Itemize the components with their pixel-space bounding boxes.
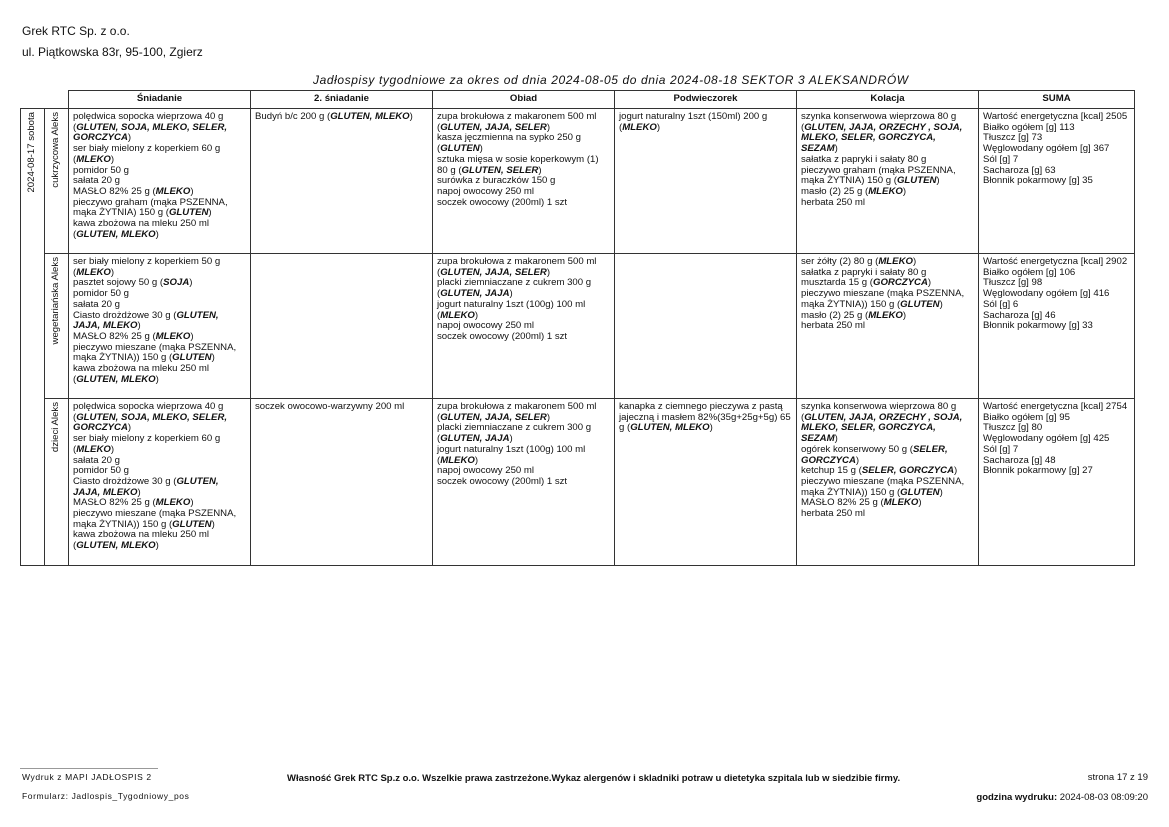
nutrition-line: Tłuszcz [g] 73 bbox=[983, 132, 1043, 144]
dish-text: sałata 20 g bbox=[73, 454, 120, 466]
dish-text-end: ) bbox=[902, 185, 907, 197]
print-timestamp bbox=[976, 792, 1148, 803]
dish-text: sałata 20 g bbox=[73, 298, 120, 310]
dish-item bbox=[73, 112, 246, 144]
dish-text: pieczywo mieszane (mąka PSZENNA, mąka ŻYTNIA)) 150 g ( bbox=[801, 475, 965, 498]
allergen-list: GORCZYCA bbox=[873, 277, 928, 289]
dish-item bbox=[801, 445, 974, 466]
dish-text: jogurt naturalny 1szt (150ml) 200 g ( bbox=[619, 111, 768, 133]
meal-cell-kolacja bbox=[797, 254, 979, 399]
dish-text: ketchup 15 g ( bbox=[801, 465, 862, 477]
dish-text-end: ) bbox=[190, 497, 194, 509]
dish-text: jogurt naturalny 1szt (100g) 100 ml ( bbox=[437, 298, 586, 321]
dish-text: pasztet sojowy 50 g ( bbox=[73, 277, 164, 289]
meal-cell-sniadanie bbox=[69, 254, 251, 399]
dish-text: MASŁO 82% 25 g ( bbox=[73, 497, 156, 509]
dish-text: pieczywo graham (mąka PSZENNA, mąka ŻYTNIA) 150 g ( bbox=[801, 164, 956, 187]
print-time-label: godzina wydruku: bbox=[976, 792, 1058, 803]
nutrition-line: Tłuszcz [g] 98 bbox=[983, 277, 1043, 289]
dish-item bbox=[801, 198, 974, 209]
col-header-2-sniadanie: 2. śniadanie bbox=[251, 91, 433, 109]
dish-text-end: ) bbox=[834, 143, 838, 155]
nutrition-line: Błonnik pokarmowy [g] 27 bbox=[983, 465, 1093, 477]
dish-item bbox=[437, 332, 610, 343]
dish-text-end: ) bbox=[127, 422, 132, 434]
allergen-list: GLUTEN, MLEKO bbox=[76, 373, 156, 385]
dish-item bbox=[73, 311, 246, 332]
dish-text-end: ) bbox=[954, 465, 958, 477]
dish-text-end: ) bbox=[546, 121, 551, 133]
diet-name: cukrzycowa Aleks bbox=[50, 112, 62, 188]
allergen-list: GLUTEN bbox=[440, 143, 480, 155]
nutrition-line: Węglowodany ogółem [g] 367 bbox=[983, 143, 1110, 155]
dish-text: sałatka z papryki i sałaty 80 g bbox=[801, 266, 927, 278]
dish-text-end: ) bbox=[912, 256, 917, 267]
allergen-list: MLEKO bbox=[76, 266, 111, 278]
print-time-value: 2024-08-03 08:09:20 bbox=[1059, 792, 1148, 803]
dish-text: herbata 250 ml bbox=[801, 196, 865, 208]
allergen-list: GLUTEN bbox=[900, 298, 940, 310]
dish-text-end: ) bbox=[509, 433, 513, 445]
nutrition-line: Sacharoza [g] 48 bbox=[983, 454, 1056, 466]
dish-text: Ciasto drożdżowe 30 g ( bbox=[73, 475, 177, 487]
allergen-list: GLUTEN, SOJA, MLEKO, SELER, GORCZYCA bbox=[73, 411, 228, 434]
dish-item bbox=[437, 477, 610, 488]
dish-text-end: ) bbox=[902, 309, 907, 321]
nutrition-line: Białko ogółem [g] 95 bbox=[983, 411, 1070, 423]
nutrition-line: Tłuszcz [g] 80 bbox=[983, 422, 1043, 434]
copyright-notice: Własność Grek RTC Sp.z o.o. Wszelkie prawa zastrzeżone.Wykaz alergenów i skladniki potraw u dietetyka szpitala lub w siedzibie firmy. bbox=[287, 773, 901, 784]
nutrition-line: Węglowodany ogółem [g] 425 bbox=[983, 433, 1110, 445]
dish-text-end: ) bbox=[939, 486, 943, 498]
dish-text: MASŁO 82% 25 g ( bbox=[73, 185, 156, 197]
dish-item bbox=[73, 434, 246, 455]
dish-text: pomidor 50 g bbox=[73, 164, 129, 176]
allergen-list: GLUTEN bbox=[168, 207, 209, 219]
dish-item bbox=[437, 133, 610, 154]
dish-text-end: ) bbox=[190, 330, 194, 342]
dish-text: soczek owocowy (200ml) 1 szt bbox=[437, 475, 568, 487]
dish-text-end: ) bbox=[127, 132, 132, 144]
dish-text: napoj owocowy 250 ml bbox=[437, 185, 535, 197]
meal-cell-sniadanie bbox=[69, 399, 251, 566]
col-header-obiad: Obiad bbox=[433, 91, 615, 109]
dish-item bbox=[437, 445, 610, 466]
allergen-list: GLUTEN, JAJA, SELER bbox=[440, 266, 547, 278]
nutrition-line: Błonnik pokarmowy [g] 35 bbox=[983, 175, 1093, 187]
nutrition-summary-cell bbox=[979, 254, 1135, 399]
allergen-list: MLEKO bbox=[440, 454, 475, 466]
meal-cell-2-sniadanie bbox=[251, 399, 433, 566]
col-header-suma: SUMA bbox=[979, 91, 1135, 109]
dish-text: kanapka z ciemnego pieczywa z pastą jajeczną i masłem 82%(35g+25g+5g) 65 g ( bbox=[619, 401, 791, 434]
dish-text: ser biały mielony z koperkiem 50 g ( bbox=[73, 256, 221, 278]
dish-text-end: ) bbox=[546, 411, 551, 423]
dish-text: sałata 20 g bbox=[73, 175, 120, 187]
dish-text: soczek owocowo-warzywny 200 ml bbox=[255, 401, 405, 412]
dish-item bbox=[801, 509, 974, 520]
dish-item bbox=[437, 112, 610, 133]
dish-item bbox=[255, 402, 428, 413]
dish-text: ser biały mielony z koperkiem 60 g ( bbox=[73, 433, 221, 455]
dish-text-end: ) bbox=[479, 143, 483, 155]
dish-item bbox=[437, 257, 610, 278]
allergen-list: GLUTEN, JAJA, SELER bbox=[440, 121, 547, 133]
dish-text-end: ) bbox=[190, 185, 194, 197]
dish-text-end: ) bbox=[546, 266, 551, 278]
dish-text-end: ) bbox=[155, 540, 159, 552]
dish-text: masło (2) 25 g ( bbox=[801, 185, 869, 197]
allergen-list: GLUTEN, JAJA bbox=[440, 288, 510, 300]
dish-text: soczek owocowy (200ml) 1 szt bbox=[437, 196, 568, 208]
dish-text-end: ) bbox=[155, 228, 159, 240]
meal-cell-kolacja bbox=[797, 399, 979, 566]
nutrition-line: Sacharoza [g] 63 bbox=[983, 164, 1056, 176]
header-spacer bbox=[21, 91, 45, 109]
allergen-list: GLUTEN, JAJA, MLEKO bbox=[73, 309, 219, 332]
header-spacer bbox=[45, 91, 69, 109]
dish-text: herbata 250 ml bbox=[801, 508, 865, 520]
dish-item bbox=[619, 112, 792, 133]
dish-text-end: ) bbox=[939, 298, 943, 310]
allergen-list: MLEKO bbox=[868, 185, 903, 197]
dish-item bbox=[801, 289, 974, 310]
meal-cell-obiad bbox=[433, 109, 615, 254]
nutrition-line: Sól [g] 7 bbox=[983, 443, 1019, 455]
allergen-list: GLUTEN bbox=[900, 486, 940, 498]
document-title: Jadłospisy tygodniowe za okres od dnia 2024-08-05 do dnia 2024-08-18 SEKTOR 3 ALEKSANDRÓW bbox=[313, 73, 909, 87]
nutrition-summary-cell bbox=[979, 399, 1135, 566]
dish-text: polędwica sopocka wieprzowa 40 g ( bbox=[73, 111, 224, 133]
dish-text-end: ) bbox=[189, 277, 193, 289]
menu-table bbox=[20, 90, 1135, 566]
dish-text: sztuka mięsa w sosie koperkowym (1) 80 g ( bbox=[437, 153, 599, 176]
dish-text: ogórek konserwowy 50 g ( bbox=[801, 443, 913, 455]
dish-text-end: ) bbox=[208, 207, 212, 219]
nutrition-line: Sól [g] 6 bbox=[983, 298, 1019, 310]
dish-item bbox=[437, 155, 610, 176]
nutrition-line: Sól [g] 7 bbox=[983, 153, 1019, 165]
dish-item bbox=[437, 198, 610, 209]
col-header-podwieczorek: Podwieczorek bbox=[615, 91, 797, 109]
dish-text: pomidor 50 g bbox=[73, 288, 129, 300]
company-name: Grek RTC Sp. z o.o. bbox=[22, 24, 130, 38]
allergen-list: SELER, GORCZYCA bbox=[801, 443, 948, 466]
allergen-list: GLUTEN, MLEKO bbox=[630, 422, 710, 434]
dish-text: Budyń b/c 200 g ( bbox=[255, 111, 331, 122]
diet-cell bbox=[45, 254, 69, 399]
diet-cell bbox=[45, 109, 69, 254]
dish-item bbox=[437, 278, 610, 299]
dish-text: kawa zbożowa na mleku 250 ml ( bbox=[73, 218, 209, 240]
dish-text: ser biały mielony z koperkiem 60 g ( bbox=[73, 143, 221, 165]
dish-text: pieczywo mieszane (mąka PSZENNA, mąka ŻYTNIA)) 150 g ( bbox=[73, 341, 237, 364]
dish-item bbox=[801, 166, 974, 187]
nutrition-line: Sacharoza [g] 46 bbox=[983, 309, 1056, 321]
nutrition-summary-cell bbox=[979, 109, 1135, 254]
dish-text: MASŁO 82% 25 g ( bbox=[73, 330, 156, 342]
dish-item bbox=[73, 402, 246, 434]
dish-text: placki ziemniaczane z cukrem 300 g ( bbox=[437, 422, 592, 445]
allergen-list: MLEKO bbox=[622, 121, 657, 133]
nutrition-line: Wartość energetyczna [kcal] 2505 bbox=[983, 111, 1128, 122]
nutrition-line: Błonnik pokarmowy [g] 33 bbox=[983, 320, 1093, 332]
dish-text-end: ) bbox=[211, 518, 215, 530]
meal-cell-2-sniadanie bbox=[251, 254, 433, 399]
dish-text: zupa brokułowa z makaronem 500 ml ( bbox=[437, 256, 597, 278]
dish-text: kawa zbożowa na mleku 250 ml ( bbox=[73, 529, 209, 552]
dish-text-end: ) bbox=[509, 288, 513, 300]
dish-text: placki ziemniaczane z cukrem 300 g ( bbox=[437, 277, 592, 300]
diet-name: dzieci Aleks bbox=[50, 402, 62, 453]
dish-text: herbata 250 ml bbox=[801, 320, 865, 332]
allergen-list: MLEKO bbox=[76, 153, 111, 165]
dish-text: ser żółty (2) 80 g ( bbox=[801, 256, 879, 267]
company-address: ul. Piątkowska 83r, 95-100, Zgierz bbox=[22, 45, 203, 59]
printout-source: Wydruk z MAPI JADŁOSPIS 2 bbox=[22, 772, 152, 782]
dish-item bbox=[619, 402, 792, 434]
allergen-list: GLUTEN bbox=[172, 352, 212, 364]
dish-item bbox=[73, 509, 246, 530]
allergen-list: SOJA bbox=[163, 277, 190, 289]
allergen-list: GLUTEN, MLEKO bbox=[76, 228, 156, 240]
allergen-list: GLUTEN, MLEKO bbox=[330, 111, 410, 122]
page-number: strona 17 z 19 bbox=[1087, 772, 1148, 783]
nutrition-line: Węglowodany ogółem [g] 416 bbox=[983, 288, 1110, 300]
header-row bbox=[21, 91, 1135, 109]
meal-cell-kolacja bbox=[797, 109, 979, 254]
dish-item bbox=[73, 477, 246, 498]
allergen-list: GLUTEN, MLEKO bbox=[76, 540, 156, 552]
dish-text-end: ) bbox=[855, 454, 860, 466]
diet-row bbox=[21, 109, 1135, 254]
nutrition-line: Białko ogółem [g] 106 bbox=[983, 266, 1076, 278]
dish-text-end: ) bbox=[918, 497, 922, 509]
dish-text: musztarda 15 g ( bbox=[801, 277, 873, 289]
dish-text: pieczywo mieszane (mąka PSZENNA, mąka ŻYTNIA)) 150 g ( bbox=[73, 508, 237, 530]
dish-text-end: ) bbox=[409, 111, 413, 122]
dish-text: kawa zbożowa na mleku 250 ml ( bbox=[73, 363, 209, 385]
allergen-list: MLEKO bbox=[76, 443, 111, 455]
dish-item bbox=[437, 300, 610, 321]
meal-cell-podwieczorek bbox=[615, 399, 797, 566]
dish-text-end: ) bbox=[155, 373, 159, 385]
dish-text: pieczywo graham (mąka PSZENNA, mąka ŻYTNIA) 150 g ( bbox=[73, 196, 228, 219]
dish-text: pomidor 50 g bbox=[73, 465, 129, 477]
dish-item bbox=[437, 402, 610, 423]
allergen-list: MLEKO bbox=[883, 497, 919, 509]
dish-text: polędwica sopocka wieprzowa 40 g ( bbox=[73, 401, 224, 423]
diet-row bbox=[21, 254, 1135, 399]
dish-item bbox=[73, 198, 246, 219]
dish-text-end: ) bbox=[656, 121, 661, 133]
date-label: 2024-08-17 sobota bbox=[26, 112, 38, 193]
dish-text: surówka z buraczków 150 g bbox=[437, 175, 556, 187]
allergen-list: GLUTEN, JAJA, ORZECHY , SOJA, MLEKO, SELER, GORCZYCA, SEZAM bbox=[801, 121, 963, 155]
dish-text: masło (2) 25 g ( bbox=[801, 309, 869, 321]
dish-text: jogurt naturalny 1szt (100g) 100 ml ( bbox=[437, 443, 586, 466]
dish-text-end: ) bbox=[538, 164, 542, 176]
dish-item bbox=[73, 144, 246, 165]
dish-text: szynka konserwowa wieprzowa 80 g ( bbox=[801, 401, 957, 423]
dish-text: kasza jęczmienna na sypko 250 g ( bbox=[437, 132, 581, 155]
dish-text: soczek owocowy (200ml) 1 szt bbox=[437, 330, 568, 342]
dish-item bbox=[801, 402, 974, 445]
allergen-list: MLEKO bbox=[155, 497, 191, 509]
dish-item bbox=[73, 257, 246, 278]
meal-cell-2-sniadanie bbox=[251, 109, 433, 254]
dish-text-end: ) bbox=[137, 320, 141, 332]
form-name: Formularz: Jadlospis_Tygodniowy_pos bbox=[22, 791, 190, 801]
allergen-list: GLUTEN, SOJA, MLEKO, SELER, GORCZYCA bbox=[73, 121, 228, 144]
meal-cell-podwieczorek bbox=[615, 254, 797, 399]
allergen-list: GLUTEN, JAJA, MLEKO bbox=[73, 475, 219, 498]
dish-item bbox=[801, 112, 974, 155]
nutrition-line: Białko ogółem [g] 113 bbox=[983, 121, 1075, 133]
dish-text-end: ) bbox=[110, 266, 115, 278]
dish-text: napoj owocowy 250 ml bbox=[437, 465, 535, 477]
dish-item bbox=[73, 343, 246, 364]
dish-item bbox=[73, 530, 246, 551]
allergen-list: MLEKO bbox=[155, 185, 191, 197]
meal-cell-obiad bbox=[433, 399, 615, 566]
dish-text-end: ) bbox=[110, 153, 115, 165]
allergen-list: SELER, GORCZYCA bbox=[861, 465, 955, 477]
meal-cell-sniadanie bbox=[69, 109, 251, 254]
nutrition-line: Wartość energetyczna [kcal] 2902 bbox=[983, 256, 1128, 267]
diet-row bbox=[21, 399, 1135, 566]
dish-text: sałatka z papryki i sałaty 80 g bbox=[801, 153, 927, 165]
col-header-sniadanie: Śniadanie bbox=[69, 91, 251, 109]
diet-cell bbox=[45, 399, 69, 566]
dish-text: pieczywo mieszane (mąka PSZENNA, mąka ŻYTNIA)) 150 g ( bbox=[801, 288, 965, 310]
dish-text-end: ) bbox=[709, 422, 713, 434]
dish-text-end: ) bbox=[110, 443, 115, 455]
allergen-list: GLUTEN, JAJA, SELER bbox=[440, 411, 547, 423]
dish-item bbox=[437, 423, 610, 444]
meal-cell-obiad bbox=[433, 254, 615, 399]
allergen-list: GLUTEN, JAJA, ORZECHY , SOJA, MLEKO, SELER, GORCZYCA, SEZAM bbox=[801, 411, 963, 445]
dish-text-end: ) bbox=[474, 309, 479, 321]
nutrition-line: Wartość energetyczna [kcal] 2754 bbox=[983, 401, 1128, 412]
dish-item bbox=[73, 364, 246, 385]
allergen-list: GLUTEN bbox=[172, 518, 212, 530]
dish-text-end: ) bbox=[936, 175, 940, 187]
allergen-list: GLUTEN bbox=[896, 175, 937, 187]
dish-item bbox=[801, 477, 974, 498]
allergen-list: MLEKO bbox=[440, 309, 475, 321]
allergen-list: GLUTEN, JAJA bbox=[440, 433, 510, 445]
dish-text-end: ) bbox=[927, 277, 932, 289]
dish-item bbox=[801, 321, 974, 332]
footer-divider bbox=[20, 768, 158, 769]
dish-text: MASŁO 82% 25 g ( bbox=[801, 497, 884, 509]
diet-name: wegetariańska Aleks bbox=[50, 257, 62, 345]
col-header-kolacja: Kolacja bbox=[797, 91, 979, 109]
dish-text: zupa brokułowa z makaronem 500 ml ( bbox=[437, 111, 597, 133]
allergen-list: GLUTEN, SELER bbox=[461, 164, 539, 176]
dish-text-end: ) bbox=[211, 352, 215, 364]
dish-text: zupa brokułowa z makaronem 500 ml ( bbox=[437, 401, 597, 423]
dish-text-end: ) bbox=[834, 433, 838, 445]
dish-text: napoj owocowy 250 ml bbox=[437, 320, 535, 332]
dish-text: Ciasto drożdżowe 30 g ( bbox=[73, 309, 177, 321]
allergen-list: MLEKO bbox=[878, 256, 913, 267]
dish-item bbox=[255, 112, 428, 123]
allergen-list: MLEKO bbox=[155, 330, 191, 342]
dish-text: szynka konserwowa wieprzowa 80 g ( bbox=[801, 111, 957, 133]
meal-cell-podwieczorek bbox=[615, 109, 797, 254]
date-cell bbox=[21, 109, 45, 566]
dish-item bbox=[73, 219, 246, 240]
dish-text-end: ) bbox=[137, 486, 141, 498]
dish-text-end: ) bbox=[474, 454, 479, 466]
allergen-list: MLEKO bbox=[868, 309, 903, 321]
